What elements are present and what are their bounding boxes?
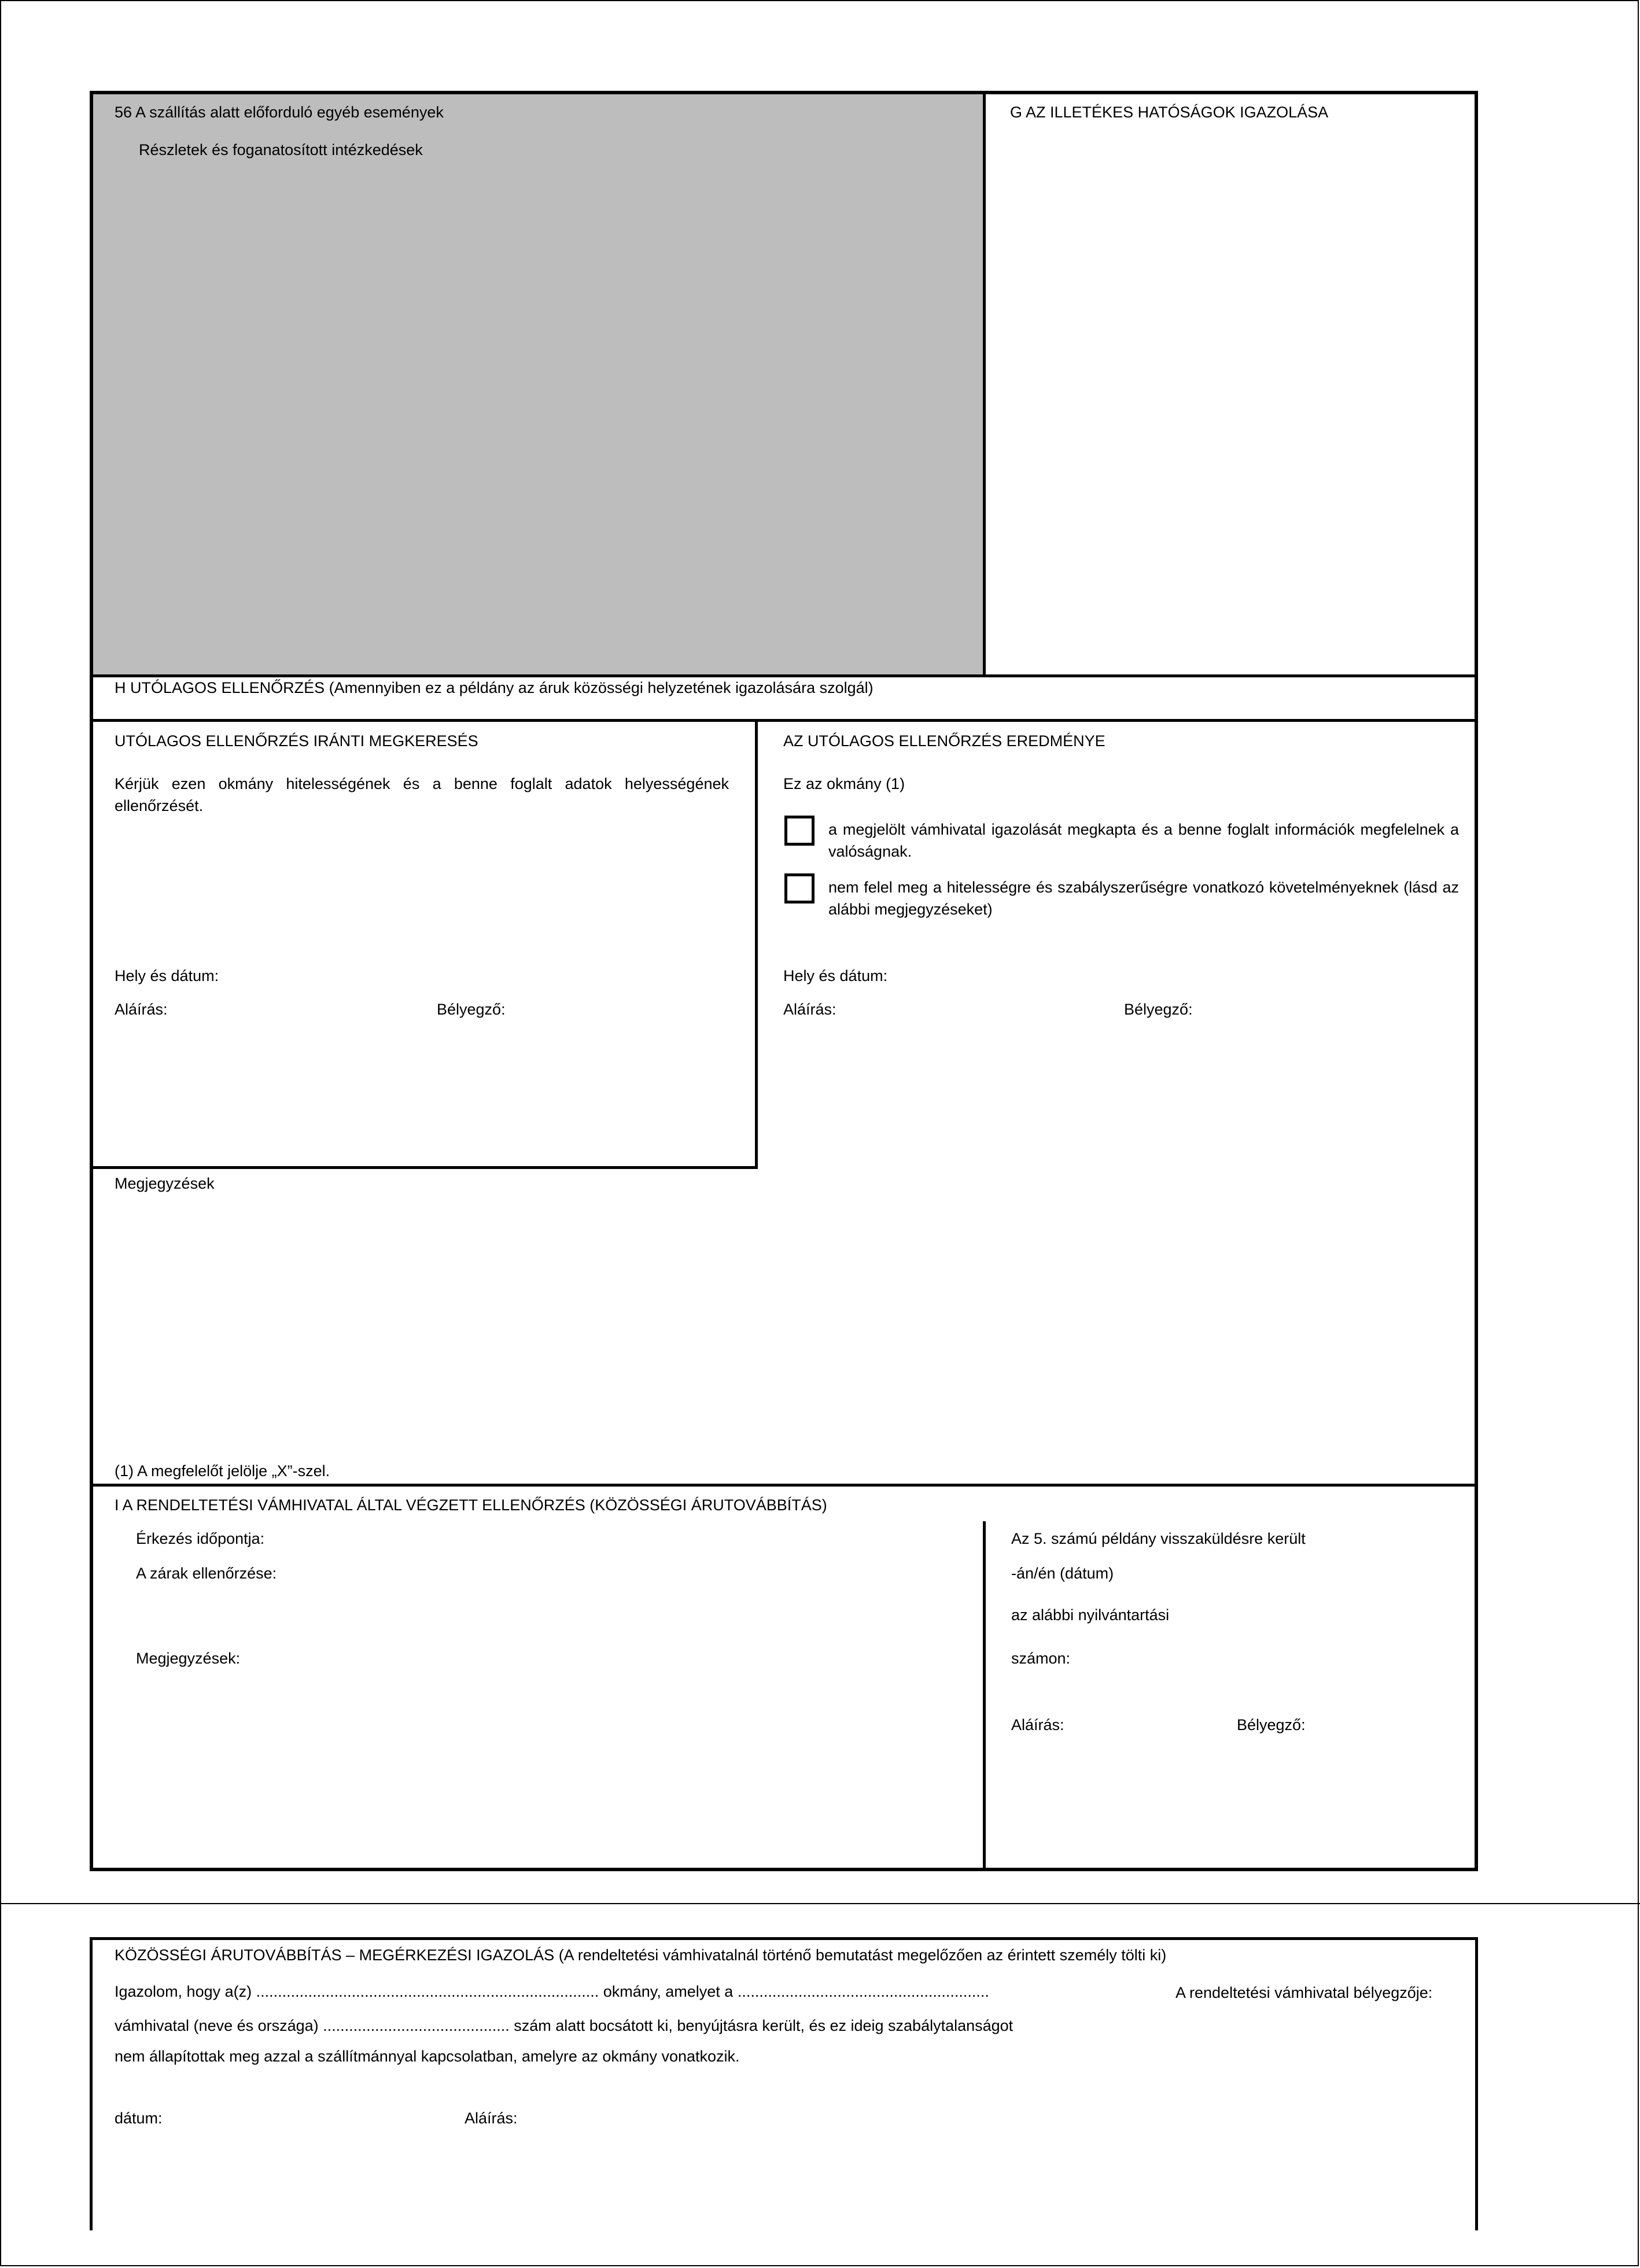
request-text: Kérjük ezen okmány hitelességének és a benne foglalt adatok helyességének ellenőrzését. [115,775,729,814]
arrival-date-label: Érkezés időpontja: [136,1530,265,1547]
result-option1-checkbox[interactable] [784,816,815,846]
receipt-line3: nem állapítottak meg azzal a szállítmánnyal kapcsolatban, amelyre az okmány vonatkozik. [115,2048,740,2065]
receipt-signature-label: Aláírás: [465,2110,518,2127]
receipt-right-border [1475,1937,1478,2230]
box-56-subtitle: Részletek és foganatosított intézkedések [139,141,423,158]
receipt-left-border [90,1937,93,2230]
receipt-line2: vámhivatal (neve és országa) ........................................... szám alatt bocsátott ki, benyújtásra került, és ez ideig szabálytalanságot [115,2017,1014,2034]
box-H-title: H UTÓLAGOS ELLENŐRZÉS (Amennyiben ez a példány az áruk közösségi helyzetének igazolására szolgál) [115,679,874,696]
receipt-title: KÖZÖSSÉGI ÁRUTOVÁBBÍTÁS – MEGÉRKEZÉSI IGAZOLÁS (A rendeltetési vámhivatalnál történő bemutatást megelőzően az érintett személy tölti ki) [115,1946,1167,1964]
receipt-date-label: dátum: [115,2110,163,2127]
divider-I-columns [983,1521,986,1869]
result-option2-text: nem felel meg a hitelességre és szabályszerűségre vonatkozó követelményeknek (lásd az alábbi megjegyzéseket) [828,879,1459,918]
divider-request-result [755,719,758,1169]
result-heading: AZ UTÓLAGOS ELLENŐRZÉS EREDMÉNYE [783,732,1105,750]
receipt-stamp-label: A rendeltetési vámhivatal bélyegzője: [1175,1984,1433,2001]
footnote: (1) A megfelelőt jelölje „X”-szel. [115,1462,330,1480]
returned-date-label: -án/én (dátum) [1011,1565,1114,1582]
box-I-signature-label: Aláírás: [1011,1716,1064,1734]
request-heading: UTÓLAGOS ELLENŐRZÉS IRÁNTI MEGKERESÉS [115,732,478,750]
box-G-title: G AZ ILLETÉKES HATÓSÁGOK IGAZOLÁSA [1010,104,1329,121]
box-I-stamp-label: Bélyegző: [1237,1716,1306,1734]
box-I-remarks-label: Megjegyzések: [136,1650,241,1667]
request-signature-label: Aláírás: [115,1001,168,1018]
seals-check-label: A zárak ellenőrzése: [136,1565,277,1582]
receipt-top-border [90,1937,1478,1940]
divider-I-top [91,1484,1476,1487]
result-option1-text: a megjelölt vámhivatal igazolását megkapta és a benne foglalt információk megfelelnek a valóságnak. [828,821,1459,860]
result-place-date-label: Hely és dátum: [783,967,888,984]
perforation-line [0,1903,1640,1904]
request-stamp-label: Bélyegző: [437,1001,506,1018]
result-intro: Ez az okmány (1) [783,775,905,792]
result-option2-checkbox[interactable] [784,873,815,903]
remarks-label: Megjegyzések [115,1175,215,1192]
box-I-title: I A RENDELTETÉSI VÁMHIVATAL ÁLTAL VÉGZETT ELLENŐRZÉS (KÖZÖSSÉGI ÁRUTOVÁBBÍTÁS) [115,1496,827,1514]
register-label: az alábbi nyilvántartási [1011,1606,1170,1624]
result-stamp-label: Bélyegző: [1124,1001,1193,1018]
divider-H-title [91,719,1476,722]
box-56-title: 56 A szállítás alatt előforduló egyéb események [115,104,444,121]
returned-label: Az 5. számú példány visszaküldésre került [1011,1530,1306,1547]
result-signature-label: Aláírás: [783,1001,836,1018]
divider-request-bottom [91,1166,758,1169]
divider-56-G [983,93,986,676]
request-place-date-label: Hely és dátum: [115,967,219,984]
register-number-label: számon: [1011,1650,1071,1667]
receipt-line1: Igazolom, hogy a(z) ............................................................................... okmány, amelyet a .......................................................... [115,1983,989,2000]
box-56-shaded-area [93,94,983,674]
